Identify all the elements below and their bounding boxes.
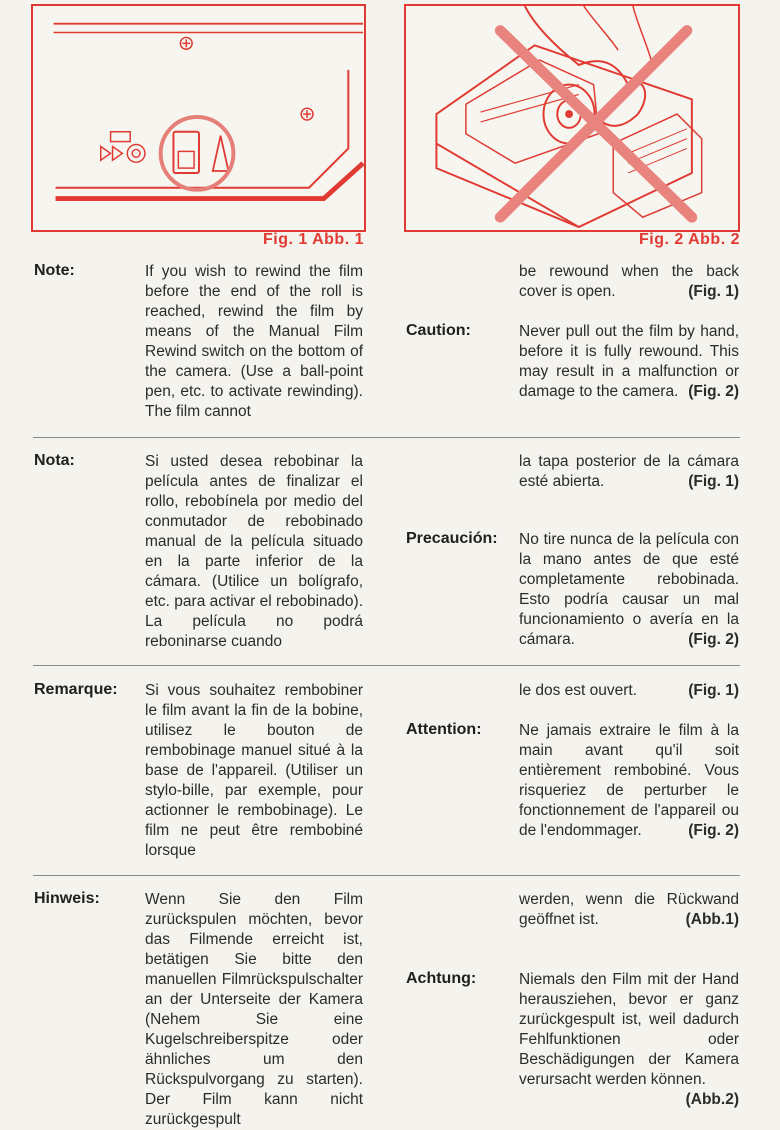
- caution-label: Attention:: [406, 721, 482, 738]
- figure-2-do-not-pull-film: [404, 4, 740, 232]
- prohibited-x-icon: [500, 31, 692, 218]
- caution-text: Niemals den Film mit der Hand herausziehen, bevor er ganz zurückgespult ist, weil dadurch Fehlfunktionen oder Beschädigungen der Kamera verursacht werden können.: [519, 971, 739, 1088]
- note-continuation-text: le dos est ouvert.: [519, 682, 638, 699]
- figure-1-caption: Fig. 1 Abb. 1: [262, 231, 364, 248]
- caution-text: Ne jamais extraire le film à la main avant qu'il soit entièrement rembobiné. Vous risqueriez de perturber le fonctionnement de l'appareil ou de l'endommager.: [519, 722, 739, 839]
- caution-label: Precaución:: [406, 530, 498, 547]
- caution-text-block: [519, 721, 739, 841]
- figure-reference: (Fig. 1): [688, 682, 739, 699]
- caution-text-block: [519, 970, 739, 1110]
- caution-text: Never pull out the film by hand, before it is fully rewound. This may result in a malfunction or damage to the camera.: [519, 323, 739, 400]
- note-label: Remarque:: [34, 681, 118, 698]
- note-continuation: [519, 452, 739, 492]
- note-continuation: [519, 262, 739, 302]
- screw-icon: [180, 37, 192, 49]
- figure-reference: (Abb.1): [685, 911, 739, 928]
- note-text: If you wish to rewind the film before the end of the roll is reached, rewind the film by means of the Manual Film Rewind switch on the bottom of the camera. (Use a ball-point pen, etc. to activate rewinding). The film cannot: [145, 263, 363, 420]
- note-label: Note:: [34, 262, 75, 279]
- note-text: Si usted desea rebobinar la película antes de finalizar el rollo, rebobínela por medio del conmutador de rebobinado manual de la película situado en la parte inferior de la cámara. (Utilice un bolígrafo, etc. para activar el rebobinado). La película no podrá reboninarse cuando: [145, 453, 363, 650]
- note-continuation-text: la tapa posterior de la cámara esté abierta.: [519, 453, 739, 490]
- caution-text: No tire nunca de la película con la mano antes de que esté completamente rebobinada. Esto podría causar un mal funcionamiento o avería en la cámara.: [519, 531, 739, 648]
- caution-label: Achtung:: [406, 970, 477, 987]
- rewind-arrows-icon: [101, 132, 145, 162]
- figure-reference: (Fig. 2): [688, 631, 739, 648]
- figure-reference: (Fig. 1): [688, 473, 739, 490]
- figure-reference: (Fig. 2): [688, 383, 739, 400]
- figure-1-rewind-switch: [31, 4, 366, 232]
- caution-text-block: [519, 530, 739, 650]
- note-continuation: [519, 681, 739, 701]
- note-continuation-text: werden, wenn die Rückwand geöffnet ist.: [519, 891, 739, 928]
- section-divider: [33, 665, 740, 666]
- hand-pulling-film-illustration: [406, 6, 738, 230]
- camera-bottom-illustration: [33, 6, 364, 230]
- screw-icon: [301, 108, 313, 120]
- rewind-switch-icon: [173, 132, 228, 173]
- note-continuation: [519, 890, 739, 930]
- highlight-circle: [161, 117, 234, 190]
- note-label: Nota:: [34, 452, 75, 469]
- section-divider: [33, 875, 740, 876]
- note-text: Wenn Sie den Film zurückspulen möchten, bevor das Filmende erreicht ist, betätigen Sie bitte den manuellen Filmrückspulschalter an der Unterseite der Kamera (Nehem Sie eine Kugelschreiberspitze oder ähnliches um den Rückspulvorgang zu starten). Der Film kann nicht zurückgespult: [145, 891, 363, 1128]
- figure-reference: (Fig. 2): [688, 822, 739, 839]
- caution-label: Caution:: [406, 322, 471, 339]
- figure-2-caption: Fig. 2 Abb. 2: [638, 231, 740, 248]
- note-label: Hinweis:: [34, 890, 100, 907]
- note-continuation-text: be rewound when the back cover is open.: [519, 263, 739, 300]
- figure-reference: (Fig. 1): [688, 283, 739, 300]
- figure-reference: (Abb.2): [685, 1091, 739, 1108]
- note-text: Si vous souhaitez rembobiner le film avant la fin de la bobine, utilisez le bouton de rembobinage manuel situé à la base de l'appareil. (Utiliser un stylo-bille, par exemple, pour actionner le rembobinage). Le film ne peut être rembobiné lorsque: [145, 682, 363, 859]
- caution-text-block: [519, 322, 739, 402]
- section-divider: [33, 437, 740, 438]
